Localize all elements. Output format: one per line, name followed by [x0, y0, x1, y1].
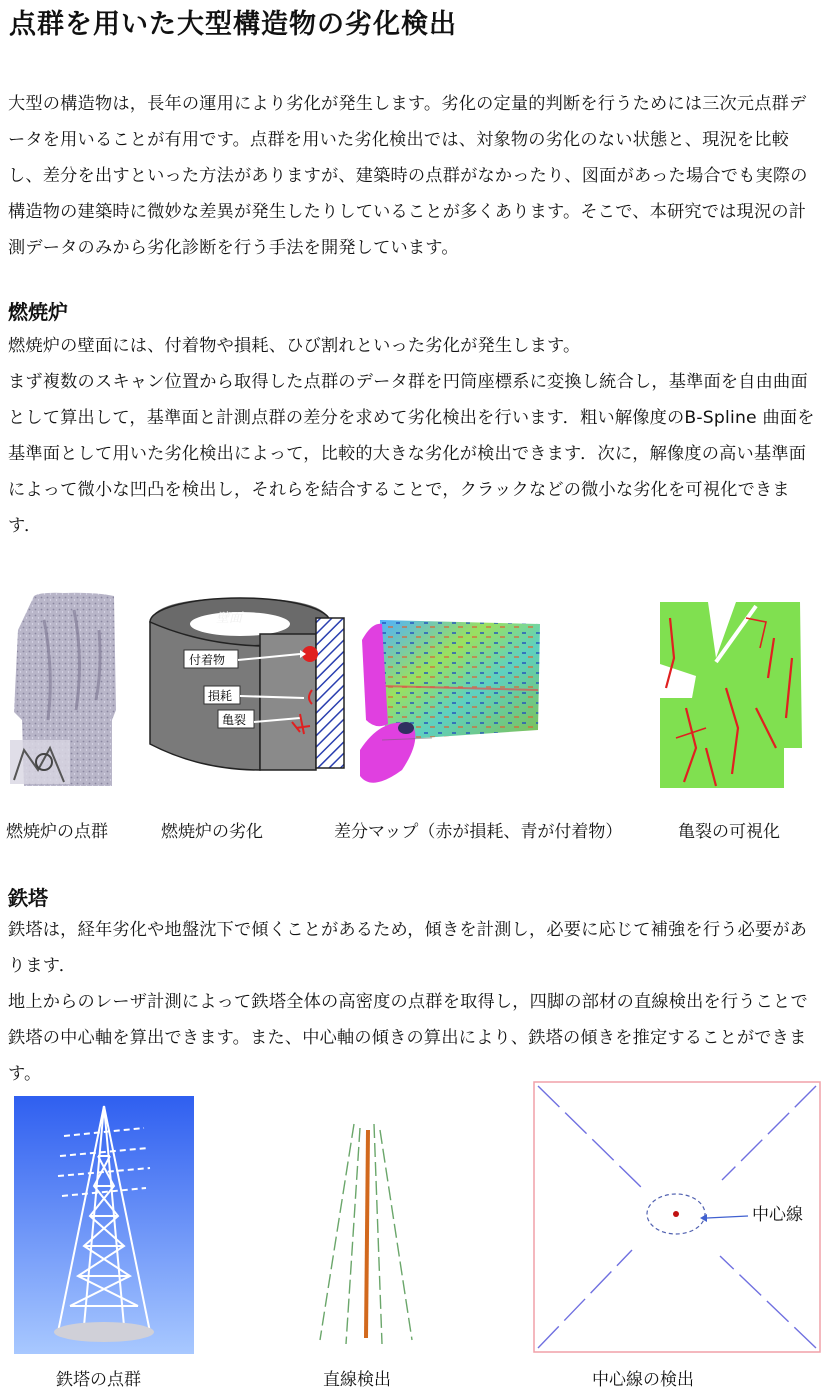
- page-title: 点群を用いた大型構造物の劣化検出: [9, 9, 457, 40]
- tower-heading: 鉄塔: [8, 886, 48, 910]
- incinerator-degradation-diagram: [140, 594, 350, 792]
- caption-tower-pointcloud: 鉄塔の点群: [56, 1370, 141, 1390]
- crack-label: 亀裂: [222, 713, 247, 727]
- wear-label: 損耗: [208, 689, 233, 703]
- wall-label: 壁面: [216, 611, 243, 626]
- caption-crack-visualization: 亀裂の可視化: [678, 822, 780, 842]
- tower-paragraph-1: 鉄塔は，経年劣化や地盤沈下で傾くことがあるため，傾きを計測し，必要に応じて補強を行う必要があります．: [8, 920, 808, 976]
- caption-incinerator-pointcloud: 燃焼炉の点群: [6, 822, 108, 842]
- incinerator-pointcloud-image: [4, 590, 122, 790]
- caption-difference-map: 差分マップ（赤が損耗、青が付着物）: [334, 822, 623, 842]
- caption-line-detection: 直線検出: [323, 1370, 391, 1390]
- center-line-label: 中心線: [752, 1205, 803, 1225]
- caption-center-line-detection: 中心線の検出: [592, 1370, 694, 1390]
- center-line-detection-image: [532, 1080, 822, 1354]
- intro-paragraph: 大型の構造物は，長年の運用により劣化が発生します。劣化の定量的判断を行うためには三次元点群データを用いることが有用です。点群を用いた劣化検出では、対象物の劣化のない状態と、現況を比較し、差分を出すといった方法がありますが、建築時の点群がなかったり、図面があった場合でも実際の構造物の建築時に微妙な差異が発生したりしていることが多くあります。そこで、本研究では現況の計測データのみから劣化診断を行う手法を開発しています。: [8, 94, 808, 258]
- line-detection-image: [316, 1118, 416, 1348]
- caption-incinerator-degradation: 燃焼炉の劣化: [161, 822, 263, 842]
- tower-paragraph-2: 地上からのレーザ計測によって鉄塔全体の高密度の点群を取得し，四脚の部材の直線検出を行うことで鉄塔の中心軸を算出できます。また、中心軸の傾きの算出により、鉄塔の傾きを推定することができます。: [8, 992, 808, 1084]
- deposit-label: 付着物: [189, 653, 226, 667]
- incinerator-paragraph-1: 燃焼炉の壁面には、付着物や損耗、ひび割れといった劣化が発生します。: [8, 336, 581, 356]
- crack-visualization-image: [656, 598, 804, 792]
- incinerator-paragraph-2: まず複数のスキャン位置から取得した点群のデータ群を円筒座標系に変換し統合し，基準面を自由曲面として算出して，基準面と計測点群の差分を求めて劣化検出を行います．粗い解像度のB-Spline 曲面を基準面として用いた劣化検出によって，比較的大きな劣化が検出できます．次に，解像度の高い基準面によって微小な凹凸を検出し，それらを結合することで，クラックなどの微小な劣化を可視化できます．: [8, 372, 815, 536]
- tower-pointcloud-image: [14, 1096, 194, 1354]
- difference-map-image: [352, 620, 544, 792]
- incinerator-heading: 燃焼炉: [8, 300, 68, 324]
